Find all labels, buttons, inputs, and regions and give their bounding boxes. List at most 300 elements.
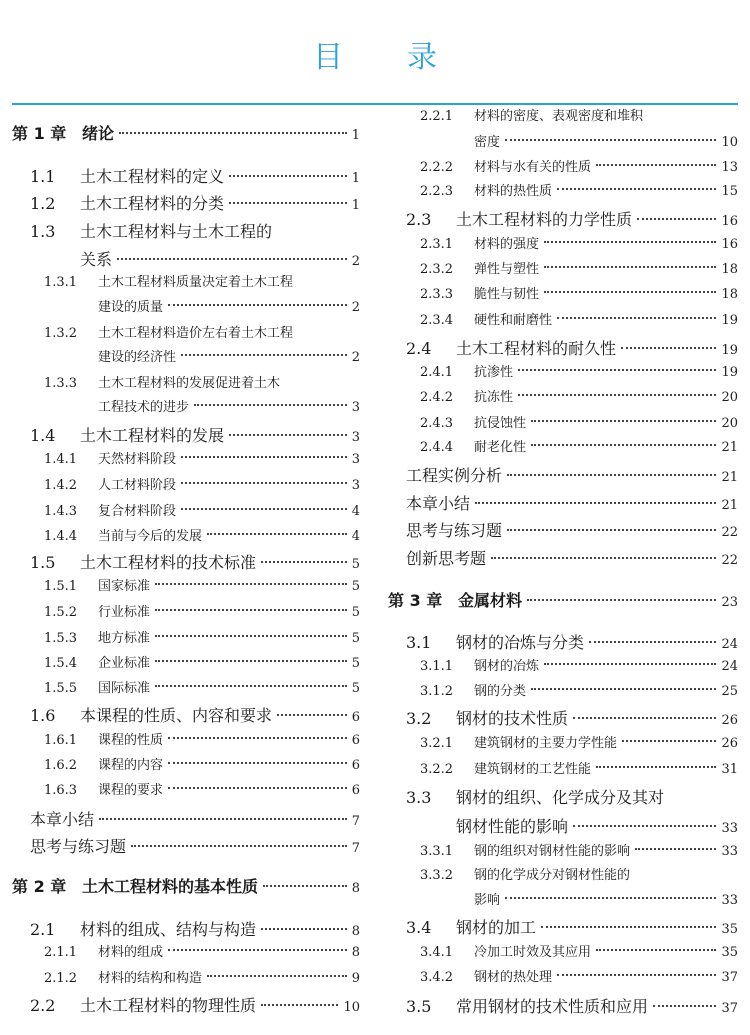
toc-entry-line (12, 652, 360, 671)
toc-leader-dots (527, 599, 716, 601)
toc-entry-number: 2.2.3 (420, 184, 454, 199)
toc-leader-dots (261, 1004, 338, 1006)
toc-entry-title: 土木工程材料的基本性质 (82, 877, 259, 896)
toc-entry-line (388, 915, 738, 938)
toc-entry-line (12, 296, 360, 315)
page-title: 目录 (313, 40, 501, 75)
toc-entry-line (388, 680, 738, 699)
toc-entry-title: 抗侵蚀性 (474, 416, 527, 431)
toc-page-number: 23 (721, 595, 738, 610)
toc-entry-line (12, 601, 360, 620)
toc-entry-title: 钢的组织对钢材性能的影响 (474, 844, 631, 859)
toc-leader-dots (531, 688, 716, 690)
toc-page-number: 2 (351, 254, 360, 269)
toc-page-number: 15 (721, 184, 738, 199)
toc-entry-number: 2.3 (406, 210, 432, 229)
toc-page-number: 35 (721, 945, 738, 960)
toc-entry-line (388, 361, 738, 380)
toc-entry-title: 绪论 (82, 124, 115, 143)
toc-page-number: 8 (351, 924, 360, 939)
toc-entry-number: 2.4.4 (420, 440, 454, 455)
toc-entry-title: 土木工程材料的分类 (80, 194, 225, 213)
toc-leader-dots (518, 394, 716, 396)
toc-page-number: 2 (351, 350, 360, 365)
toc-page-number: 5 (351, 605, 360, 620)
toc-page-number: 21 (721, 470, 738, 485)
toc-leader-dots (531, 444, 716, 446)
toc-entry-line (388, 994, 738, 1017)
toc-leader-dots (155, 660, 347, 662)
toc-entry-number: 1.4.2 (44, 478, 78, 493)
toc-entry-line (388, 785, 738, 808)
toc-leader-dots (491, 557, 716, 559)
toc-entry-title: 行业标准 (98, 605, 151, 620)
toc-page-number: 22 (721, 525, 738, 540)
toc-entry-title: 创新思考题 (406, 549, 487, 568)
toc-entry-title: 土木工程材料的技术标准 (80, 553, 257, 572)
toc-entry-title: 地方标准 (98, 631, 151, 646)
toc-entry-title: 钢材的冶炼 (474, 659, 540, 674)
toc-leader-dots (155, 609, 347, 611)
toc-entry-title: 常用钢材的技术性质和应用 (456, 997, 649, 1016)
toc-entry-title: 复合材料阶段 (98, 504, 177, 519)
toc-entry-number: 3.2 (406, 709, 432, 728)
toc-page-number: 26 (721, 736, 738, 751)
toc-entry-title: 土木工程材料的定义 (80, 167, 225, 186)
toc-entry-number: 1.4.3 (44, 504, 78, 519)
toc-leader-dots (653, 1005, 716, 1007)
toc-entry-title: 弹性与塑性 (474, 262, 540, 277)
toc-entry-number: 2.2 (30, 996, 56, 1015)
toc-page-number: 5 (351, 579, 360, 594)
toc-leader-dots (635, 848, 716, 850)
toc-page-number: 19 (721, 343, 738, 358)
toc-page-number: 5 (351, 681, 360, 696)
toc-page-number: 24 (721, 637, 738, 652)
toc-leader-dots (475, 502, 716, 504)
toc-page-number: 8 (351, 881, 360, 896)
toc-entry-line (12, 322, 360, 341)
toc-entry-line (12, 191, 360, 214)
toc-page-number: 4 (351, 529, 360, 544)
toc-page-number: 33 (721, 893, 738, 908)
toc-entry-number: 2.1 (30, 920, 56, 939)
toc-entry-line (388, 386, 738, 405)
toc-leader-dots (229, 175, 347, 177)
toc-entry-line (12, 525, 360, 544)
toc-leader-dots (277, 714, 347, 716)
toc-entry-line (12, 423, 360, 446)
toc-entry-title: 建筑钢材的主要力学性能 (474, 736, 618, 751)
toc-leader-dots (544, 241, 716, 243)
toc-entry-line (12, 941, 360, 960)
toc-entry-number: 2.3.4 (420, 313, 454, 328)
toc-leader-dots (194, 404, 347, 406)
toc-entry-number: 1.3 (30, 222, 56, 241)
toc-entry-title: 土木工程材料的耐久性 (456, 339, 617, 358)
toc-entry-title: 思考与练习题 (30, 837, 127, 856)
toc-entry-title: 密度 (474, 135, 501, 150)
toc-page-number: 7 (351, 814, 360, 829)
toc-entry-line (388, 207, 738, 230)
toc-entry-title: 钢材性能的影响 (456, 817, 569, 836)
toc-leader-dots (507, 474, 716, 476)
toc-entry-title: 当前与今后的发展 (98, 529, 203, 544)
toc-entry-title: 钢材的技术性质 (456, 709, 569, 728)
toc-entry-title: 国家标准 (98, 579, 151, 594)
toc-entry-title: 土木工程材料与土木工程的 (80, 222, 273, 241)
toc-leader-dots (596, 949, 716, 951)
toc-entry-number: 3.2.2 (420, 762, 454, 777)
toc-entry-line (388, 309, 738, 328)
toc-entry-line (12, 247, 360, 270)
toc-leader-dots (168, 737, 347, 739)
toc-leader-dots (181, 456, 347, 458)
toc-entry-title: 课程的性质 (98, 733, 164, 748)
toc-entry-title: 材料的强度 (474, 237, 540, 252)
toc-entry-title: 工程技术的进步 (98, 400, 190, 415)
toc-leader-dots (261, 928, 347, 930)
toc-page-number: 10 (343, 1000, 360, 1015)
toc-entry-number: 第 2 章 (12, 877, 67, 896)
toc-entry-title: 材料的热性质 (474, 184, 553, 199)
toc-page-number: 33 (721, 821, 738, 836)
toc-leader-dots (155, 635, 347, 637)
toc-entry-number: 1.4 (30, 426, 56, 445)
toc-entry-title: 抗冻性 (474, 390, 514, 405)
toc-entry-line (12, 917, 360, 940)
toc-leader-dots (181, 354, 347, 356)
toc-entry-number: 2.4 (406, 339, 432, 358)
toc-leader-dots (557, 188, 716, 190)
toc-leader-dots (507, 529, 716, 531)
toc-leader-dots (541, 926, 716, 928)
toc-entry-title: 本课程的性质、内容和要求 (80, 706, 273, 725)
toc-entry-line (388, 546, 738, 569)
toc-leader-dots (505, 897, 716, 899)
toc-entry-line (388, 518, 738, 541)
toc-leader-dots (622, 740, 716, 742)
toc-entry-title: 本章小结 (30, 810, 95, 829)
toc-page-number: 1 (351, 171, 360, 186)
toc-entry-line (388, 706, 738, 729)
toc-entry-line (12, 121, 360, 144)
toc-entry-title: 脆性与韧性 (474, 287, 540, 302)
toc-page-number: 21 (721, 498, 738, 513)
toc-entry-number: 2.4.1 (420, 365, 454, 380)
toc-entry-title: 钢材的冶炼与分类 (456, 633, 585, 652)
toc-entry-line (12, 729, 360, 748)
toc-entry-line (388, 814, 738, 837)
toc-page-number: 1 (351, 128, 360, 143)
toc-entry-line (12, 834, 360, 857)
toc-entry-line (388, 336, 738, 359)
toc-entry-title: 影响 (474, 893, 501, 908)
toc-entry-line (12, 779, 360, 798)
toc-page-number: 20 (721, 390, 738, 405)
toc-entry-line (12, 474, 360, 493)
toc-entry-number: 3.2.1 (420, 736, 454, 751)
toc-leader-dots (544, 291, 716, 293)
toc-page-number: 35 (721, 922, 738, 937)
toc-entry-line (12, 807, 360, 830)
toc-entry-title: 国际标准 (98, 681, 151, 696)
toc-entry-line (12, 703, 360, 726)
toc-entry-title: 钢的化学成分对钢材性能的 (474, 868, 631, 883)
toc-entry-title: 土木工程材料的发展促进着土木 (98, 376, 281, 391)
toc-entry-number: 2.2.1 (420, 109, 454, 124)
toc-leader-dots (263, 885, 347, 887)
toc-page-number: 24 (721, 659, 738, 674)
toc-entry-number: 1.6 (30, 706, 56, 725)
toc-page-number: 16 (721, 214, 738, 229)
toc-leader-dots (168, 949, 347, 951)
toc-leader-dots (557, 974, 716, 976)
toc-entry-number: 3.3.2 (420, 868, 454, 883)
toc-entry-title: 天然材料阶段 (98, 452, 177, 467)
toc-leader-dots (505, 139, 716, 141)
toc-page-number: 8 (351, 945, 360, 960)
toc-entry-title: 钢材的组织、化学成分及其对 (456, 788, 665, 807)
toc-entry-title: 土木工程材料的力学性质 (456, 210, 633, 229)
toc-page-number: 6 (351, 710, 360, 725)
toc-page-number: 10 (721, 135, 738, 150)
toc-entry-title: 本章小结 (406, 494, 471, 513)
toc-entry-line (12, 219, 360, 242)
toc-leader-dots (119, 132, 347, 134)
toc-entry-title: 关系 (80, 250, 113, 269)
toc-entry-title: 土木工程材料的发展 (80, 426, 225, 445)
toc-entry-number: 3.3 (406, 788, 432, 807)
toc-entry-line (388, 966, 738, 985)
toc-leader-dots (99, 818, 347, 820)
toc-page-number: 21 (721, 440, 738, 455)
toc-entry-number: 3.4.2 (420, 970, 454, 985)
toc-entry-line (12, 967, 360, 986)
toc-page-number: 33 (721, 844, 738, 859)
toc-page-number: 16 (721, 237, 738, 252)
toc-leader-dots (207, 533, 347, 535)
toc-leader-dots (557, 317, 716, 319)
toc-entry-number: 1.2 (30, 194, 56, 213)
toc-entry-title: 建筑钢材的工艺性能 (474, 762, 592, 777)
toc-entry-number: 2.4.2 (420, 390, 454, 405)
toc-entry-line (12, 346, 360, 365)
toc-entry-line (388, 732, 738, 751)
toc-entry-line (12, 575, 360, 594)
toc-page-number: 5 (351, 656, 360, 671)
toc-page-number: 6 (351, 783, 360, 798)
toc-entry-line (388, 655, 738, 674)
toc-leader-dots (573, 717, 716, 719)
toc-entry-line (388, 436, 738, 455)
toc-entry-line (12, 500, 360, 519)
toc-entry-title: 材料的组成 (98, 945, 164, 960)
toc-leader-dots (168, 762, 347, 764)
toc-entry-line (388, 233, 738, 252)
toc-leader-dots (181, 482, 347, 484)
toc-entry-line (388, 283, 738, 302)
toc-leader-dots (621, 347, 716, 349)
toc-leader-dots (596, 766, 716, 768)
toc-page-number: 22 (721, 553, 738, 568)
toc-entry-line (12, 372, 360, 391)
toc-entry-line (388, 864, 738, 883)
toc-leader-dots (117, 258, 347, 260)
toc-leader-dots (573, 825, 716, 827)
toc-page-number: 3 (351, 400, 360, 415)
toc-entry-line (12, 627, 360, 646)
toc-page-number: 6 (351, 758, 360, 773)
toc-entry-title: 材料的密度、表观密度和堆积 (474, 109, 644, 124)
toc-entry-title: 工程实例分析 (406, 466, 503, 485)
toc-leader-dots (261, 561, 347, 563)
toc-entry-line (388, 491, 738, 514)
toc-entry-line (12, 754, 360, 773)
toc-entry-number: 1.5.5 (44, 681, 78, 696)
toc-entry-title: 抗渗性 (474, 365, 514, 380)
toc-entry-line (388, 941, 738, 960)
toc-leader-dots (518, 369, 716, 371)
toc-entry-line (12, 271, 360, 290)
toc-leader-dots (544, 663, 716, 665)
toc-entry-title: 材料的结构和构造 (98, 971, 203, 986)
toc-leader-dots (229, 202, 347, 204)
toc-entry-line (388, 889, 738, 908)
toc-entry-line (12, 164, 360, 187)
toc-page-number: 6 (351, 733, 360, 748)
toc-entry-number: 1.4.4 (44, 529, 78, 544)
toc-entry-number: 1.3.3 (44, 376, 78, 391)
toc-entry-number: 1.4.1 (44, 452, 78, 467)
toc-entry-line (388, 463, 738, 486)
toc-entry-title: 建设的质量 (98, 300, 164, 315)
toc-entry-line (12, 396, 360, 415)
toc-entry-line (388, 630, 738, 653)
toc-entry-number: 3.4 (406, 918, 432, 937)
toc-leader-dots (207, 975, 347, 977)
toc-entry-title: 思考与练习题 (406, 521, 503, 540)
toc-entry-line (388, 588, 738, 611)
toc-entry-title: 耐老化性 (474, 440, 527, 455)
toc-page-number: 5 (351, 631, 360, 646)
toc-entry-number: 1.5.4 (44, 656, 78, 671)
toc-page-number: 4 (351, 504, 360, 519)
toc-entry-line (388, 840, 738, 859)
toc-leader-dots (181, 508, 347, 510)
toc-leader-dots (637, 218, 716, 220)
toc-entry-number: 2.3.3 (420, 287, 454, 302)
toc-entry-number: 1.1 (30, 167, 56, 186)
toc-entry-title: 土木工程材料造价左右着土木工程 (98, 326, 294, 341)
toc-leader-dots (229, 434, 347, 436)
toc-entry-number: 3.3.1 (420, 844, 454, 859)
toc-entry-number: 3.5 (406, 997, 432, 1016)
toc-entry-line (388, 180, 738, 199)
toc-page-number: 18 (721, 262, 738, 277)
toc-entry-line (12, 677, 360, 696)
toc-entry-line (12, 448, 360, 467)
toc-page-number: 37 (721, 970, 738, 985)
toc-entry-number: 2.4.3 (420, 416, 454, 431)
toc-leader-dots (596, 164, 716, 166)
toc-entry-title: 土木工程材料质量决定着土木工程 (98, 275, 294, 290)
toc-entry-title: 材料的组成、结构与构造 (80, 920, 257, 939)
toc-entry-number: 1.5 (30, 553, 56, 572)
toc-entry-line (388, 412, 738, 431)
toc-entry-number: 1.6.3 (44, 783, 78, 798)
toc-entry-title: 钢材的热处理 (474, 970, 553, 985)
toc-entry-number: 1.5.3 (44, 631, 78, 646)
toc-entry-number: 2.3.1 (420, 237, 454, 252)
toc-entry-number: 3.4.1 (420, 945, 454, 960)
toc-entry-number: 第 1 章 (12, 124, 67, 143)
toc-entry-line (388, 258, 738, 277)
toc-page-number: 1 (351, 198, 360, 213)
toc-page-number: 18 (721, 287, 738, 302)
toc-entry-line (388, 156, 738, 175)
toc-leader-dots (544, 266, 716, 268)
toc-entry-number: 1.5.1 (44, 579, 78, 594)
toc-entry-title: 金属材料 (458, 591, 523, 610)
toc-entry-line (12, 993, 360, 1016)
toc-entry-title: 课程的要求 (98, 783, 164, 798)
toc-entry-title: 钢材的加工 (456, 918, 537, 937)
toc-entry-title: 企业标准 (98, 656, 151, 671)
toc-page-number: 25 (721, 684, 738, 699)
toc-leader-dots (131, 845, 347, 847)
toc-page-number: 3 (351, 430, 360, 445)
toc-entry-title: 课程的内容 (98, 758, 164, 773)
toc-leader-dots (531, 420, 716, 422)
toc-entry-number: 1.6.2 (44, 758, 78, 773)
toc-page-number: 2 (351, 300, 360, 315)
toc-entry-number: 1.3.2 (44, 326, 78, 341)
toc-entry-line (388, 131, 738, 150)
toc-entry-line (388, 105, 738, 124)
toc-page-number: 26 (721, 713, 738, 728)
toc-page-number: 9 (351, 971, 360, 986)
toc-leader-dots (168, 787, 347, 789)
toc-entry-title: 钢的分类 (474, 684, 527, 699)
toc-page-number: 19 (721, 365, 738, 380)
toc-entry-number: 2.2.2 (420, 160, 454, 175)
toc-entry-line (388, 758, 738, 777)
toc-leader-dots (155, 583, 347, 585)
toc-entry-number: 3.1 (406, 633, 432, 652)
toc-entry-title: 人工材料阶段 (98, 478, 177, 493)
toc-entry-number: 2.3.2 (420, 262, 454, 277)
toc-entry-line (12, 550, 360, 573)
toc-page-number: 5 (351, 557, 360, 572)
toc-entry-number: 第 3 章 (388, 591, 443, 610)
toc-entry-number: 2.1.1 (44, 945, 78, 960)
toc-leader-dots (168, 304, 347, 306)
toc-page-number: 20 (721, 416, 738, 431)
toc-entry-number: 1.3.1 (44, 275, 78, 290)
toc-leader-dots (589, 641, 716, 643)
toc-page-number: 31 (721, 762, 738, 777)
toc-entry-title: 土木工程材料的物理性质 (80, 996, 257, 1015)
toc-page-number: 3 (351, 452, 360, 467)
toc-entry-number: 3.1.2 (420, 684, 454, 699)
toc-entry-number: 3.1.1 (420, 659, 454, 674)
toc-entry-number: 1.6.1 (44, 733, 78, 748)
toc-page-number: 7 (351, 841, 360, 856)
toc-page-number: 37 (721, 1001, 738, 1016)
toc-page-number: 19 (721, 313, 738, 328)
toc-entry-title: 建设的经济性 (98, 350, 177, 365)
